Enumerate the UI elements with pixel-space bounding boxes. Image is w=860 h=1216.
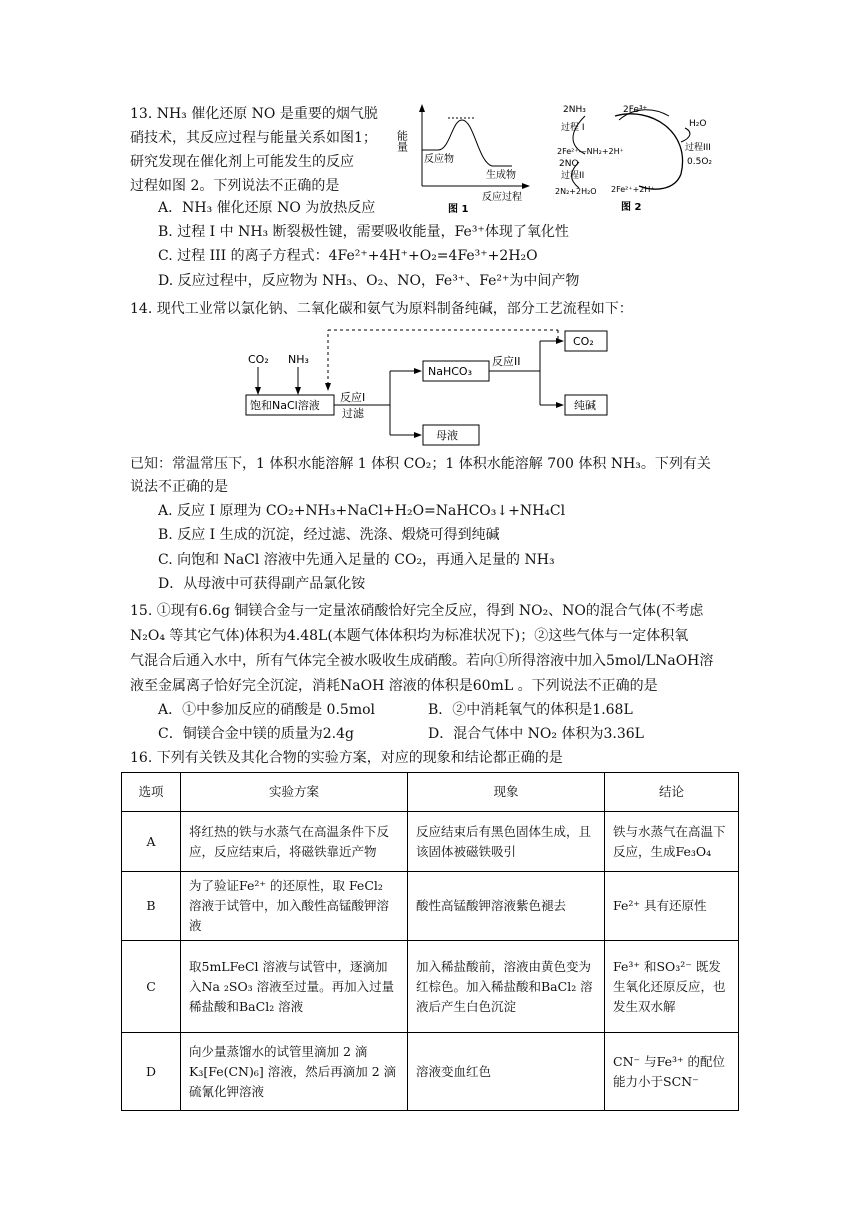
q15-option-c: C．铜镁合金中镁的质量为2.4g bbox=[158, 726, 354, 742]
row-a-plan: 将红热的铁与水蒸气在高温条件下反应，反应结束后，将磁铁靠近产物 bbox=[181, 812, 408, 872]
q15-option-b: B．②中消耗氧气的体积是1.68L bbox=[428, 702, 633, 718]
figure-1-caption: 图 1 bbox=[448, 204, 469, 215]
cycle-label-fe2-h: 2Fe²⁺+2H⁺ bbox=[611, 185, 655, 194]
q15-option-a: A．①中参加反应的硝酸是 0.5mol bbox=[158, 702, 376, 718]
co2-output-box: CO₂ bbox=[573, 335, 594, 348]
nahco3-box: NaHCO₃ bbox=[428, 365, 472, 378]
energy-axis-label: 能量 bbox=[395, 130, 409, 152]
q13-option-a: A．NH₃ 催化还原 NO 为放热反应 bbox=[158, 200, 376, 216]
q13-option-c: C. 过程 III 的离子方程式：4Fe²⁺+4H⁺+O₂=4Fe³⁺+2H₂O bbox=[158, 248, 538, 264]
filter-label: 过滤 bbox=[342, 407, 364, 420]
co2-input-label: CO₂ bbox=[248, 353, 269, 366]
catalytic-cycle-diagram bbox=[555, 102, 725, 214]
table-row bbox=[122, 1033, 739, 1111]
q14-stem: 14. 现代工业常以氯化钠、二氧化碳和氨气为原料制备纯碱，部分工艺流程如下： bbox=[130, 301, 633, 317]
reaction-2-label: 反应II bbox=[492, 355, 521, 368]
table-header-row bbox=[122, 773, 739, 812]
cycle-label-process-3: 过程III bbox=[685, 143, 711, 153]
soda-ash-box: 纯碱 bbox=[574, 399, 596, 412]
q13-line-1: 13. NH₃ 催化还原 NO 是重要的烟气脱 bbox=[130, 106, 378, 122]
row-a-conclusion: 铁与水蒸气在高温下反应，生成Fe₃O₄ bbox=[605, 812, 739, 872]
q15-line-1: 15. ①现有6.6g 铜镁合金与一定量浓硝酸恰好完全反应，得到 NO₂、NO的混合气体(不考虑 bbox=[130, 603, 704, 619]
reaction-1-label: 反应I bbox=[340, 391, 366, 404]
mother-liquor-box: 母液 bbox=[436, 429, 458, 442]
row-a-option: A bbox=[122, 812, 181, 872]
product-label: 生成物 bbox=[486, 170, 516, 181]
header-option: 选项 bbox=[122, 773, 181, 812]
energy-diagram bbox=[395, 102, 540, 215]
q14-option-b: B. 反应 I 生成的沉淀，经过滤、洗涤、煅烧可得到纯碱 bbox=[158, 527, 500, 543]
q15-line-4: 液至金属离子恰好完全沉淀，消耗NaOH 溶液的体积是60mL 。下列说法不正确的是 bbox=[130, 678, 658, 694]
row-b-conclusion: Fe²⁺ 具有还原性 bbox=[605, 872, 739, 941]
cycle-label-n2-h2o: 2N₂+2H₂O bbox=[555, 187, 597, 196]
q14-option-a: A. 反应 I 原理为 CO₂+NH₃+NaCl+H₂O=NaHCO₃↓+NH₄Cl bbox=[158, 503, 566, 519]
header-conclusion: 结论 bbox=[605, 773, 739, 812]
row-a-phenomenon: 反应结束后有黑色固体生成，且该固体被磁铁吸引 bbox=[408, 812, 605, 872]
table-row bbox=[122, 812, 739, 872]
q13-line-3: 研究发现在催化剂上可能发生的反应 bbox=[130, 154, 354, 170]
cycle-label-fe2-nh2: 2Fe²⁺—NH₂+2H⁺ bbox=[557, 147, 624, 156]
cycle-label-nh3: 2NH₃ bbox=[563, 105, 586, 115]
cycle-label-h2o: H₂O bbox=[689, 119, 707, 129]
q14-known-line-2: 说法不正确的是 bbox=[130, 479, 228, 495]
q13-line-4: 过程如图 2。下列说法不正确的是 bbox=[130, 178, 340, 194]
q13-option-b: B. 过程 I 中 NH₃ 断裂极性键，需要吸收能量，Fe³⁺体现了氧化性 bbox=[158, 224, 569, 240]
q15-line-3: 气混合后通入水中，所有气体完全被水吸收生成硝酸。若向①所得溶液中加入5mol/LNaOH溶 bbox=[130, 653, 714, 669]
row-c-option: C bbox=[122, 941, 181, 1033]
cycle-label-2no: 2NO bbox=[559, 159, 579, 169]
nacl-solution-box: 饱和NaCl溶液 bbox=[250, 399, 320, 412]
figure-2-caption: 图 2 bbox=[621, 202, 642, 213]
table-row bbox=[122, 872, 739, 941]
experiment-table bbox=[121, 772, 739, 1111]
row-b-plan: 为了验证Fe²⁺ 的还原性，取 FeCl₂ 溶液于试管中，加入酸性高锰酸钾溶液 bbox=[181, 872, 408, 941]
table-row bbox=[122, 941, 739, 1033]
row-b-phenomenon: 酸性高锰酸钾溶液紫色褪去 bbox=[408, 872, 605, 941]
q15-option-d: D．混合气体中 NO₂ 体积为3.36L bbox=[428, 726, 644, 742]
q13-option-d: D. 反应过程中，反应物为 NH₃、O₂、NO，Fe³⁺、Fe²⁺为中间产物 bbox=[158, 273, 580, 289]
q14-option-d: D．从母液中可获得副产品氯化铵 bbox=[158, 576, 366, 592]
q14-option-c: C. 向饱和 NaCl 溶液中先通入足量的 CO₂，再通入足量的 NH₃ bbox=[158, 552, 555, 568]
reactant-label: 反应物 bbox=[424, 154, 454, 165]
row-c-phenomenon: 加入稀盐酸前，溶液由黄色变为红棕色。加入稀盐酸和BaCl₂ 溶液后产生白色沉淀 bbox=[408, 941, 605, 1033]
q13-line-2: 硝技术，其反应过程与能量关系如图1； bbox=[130, 130, 377, 146]
q14-known-line-1: 已知：常温常压下，1 体积水能溶解 1 体积 CO₂；1 体积水能溶解 700 体积 NH₃。下列有关 bbox=[130, 456, 711, 472]
process-flow-diagram bbox=[240, 325, 620, 450]
row-d-plan: 向少量蒸馏水的试管里滴加 2 滴 K₃[Fe(CN)₆] 溶液，然后再滴加 2 滴硫氰化钾溶液 bbox=[181, 1033, 408, 1111]
cycle-label-o2: 0.5O₂ bbox=[687, 157, 713, 167]
row-b-option: B bbox=[122, 872, 181, 941]
row-d-option: D bbox=[122, 1033, 181, 1111]
cycle-label-fe3: 2Fe³⁺ bbox=[623, 105, 648, 115]
row-d-phenomenon: 溶液变血红色 bbox=[408, 1033, 605, 1111]
q16-stem: 16. 下列有关铁及其化合物的实验方案，对应的现象和结论都正确的是 bbox=[130, 750, 563, 766]
row-d-conclusion: CN⁻ 与Fe³⁺ 的配位能力小于SCN⁻ bbox=[605, 1033, 739, 1111]
reaction-axis-label: 反应过程 bbox=[482, 192, 522, 203]
header-plan: 实验方案 bbox=[181, 773, 408, 812]
row-c-conclusion: Fe³⁺ 和SO₃²⁻ 既发生氧化还原反应，也发生双水解 bbox=[605, 941, 739, 1033]
q15-line-2: N₂O₄ 等其它气体)体积为4.48L(本题气体体积均为标准状况下)；②这些气体与一定体积氧 bbox=[130, 628, 689, 644]
cycle-label-process-2: 过程II bbox=[561, 171, 585, 181]
nh3-input-label: NH₃ bbox=[288, 353, 309, 366]
row-c-plan: 取5mLFeCl 溶液与试管中，逐滴加入Na ₂SO₃ 溶液至过量。再加入过量稀盐酸和BaCl₂ 溶液 bbox=[181, 941, 408, 1033]
cycle-label-process-1: 过程 I bbox=[561, 123, 585, 133]
header-phenomenon: 现象 bbox=[408, 773, 605, 812]
